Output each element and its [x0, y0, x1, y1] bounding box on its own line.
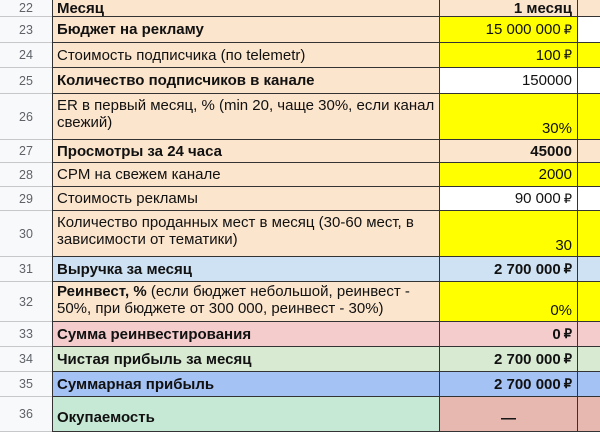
cell-value[interactable]	[440, 282, 578, 322]
value-text: 150000	[521, 72, 572, 89]
table-row	[0, 211, 600, 257]
table-row	[0, 0, 600, 17]
row-header[interactable]: 26	[0, 94, 52, 140]
label-text: Стоимость рекламы	[57, 190, 198, 207]
ruble-icon: ₽	[563, 376, 572, 391]
cell-value[interactable]	[440, 372, 578, 397]
ruble-icon: ₽	[563, 261, 572, 276]
cell-label[interactable]	[52, 163, 440, 187]
label-text: Месяц	[57, 0, 104, 17]
row-header[interactable]: 33	[0, 322, 52, 347]
table-row	[0, 282, 600, 322]
value-text: 2000	[538, 166, 572, 183]
cell-value[interactable]	[440, 140, 578, 163]
table-row	[0, 347, 600, 372]
cell-extra[interactable]	[578, 43, 600, 68]
cell-value[interactable]	[440, 187, 578, 211]
ruble-icon: ₽	[563, 47, 572, 62]
value-text: 15 000 000	[485, 21, 561, 38]
cell-extra[interactable]	[578, 187, 600, 211]
table-row	[0, 397, 600, 432]
ruble-icon: ₽	[563, 21, 572, 37]
row-header[interactable]: 36	[0, 397, 52, 432]
cell-label[interactable]	[52, 68, 440, 94]
label-text: Чистая прибыль за месяц	[57, 350, 252, 368]
cell-value[interactable]	[440, 322, 578, 347]
row-header[interactable]: 22	[0, 0, 52, 17]
row-header[interactable]: 23	[0, 17, 52, 43]
cell-label[interactable]	[52, 257, 440, 282]
cell-extra[interactable]	[578, 0, 600, 17]
table-row	[0, 43, 600, 68]
table-row	[0, 140, 600, 163]
row-header[interactable]: 29	[0, 187, 52, 211]
table-row	[0, 372, 600, 397]
value-text: 30%	[541, 120, 572, 137]
label-text: CPM на свежем канале	[57, 166, 221, 183]
cell-label[interactable]	[52, 140, 440, 163]
ruble-icon: ₽	[563, 351, 572, 366]
label-note-text: (если бюджет небольшой, реинвест - 50%, при бюджете от 300 000, реинвест - 30%)	[57, 283, 410, 317]
row-header[interactable]: 24	[0, 43, 52, 68]
cell-value[interactable]	[440, 0, 578, 17]
table-row	[0, 257, 600, 282]
label-text: Окупаемость	[57, 409, 155, 426]
label-text: Просмотры за 24 часа	[57, 142, 222, 160]
label-text: Суммарная прибыль	[57, 375, 215, 393]
cell-extra[interactable]	[578, 94, 600, 140]
label-text: Выручка за месяц	[57, 260, 192, 278]
value-text: 2 700 000	[493, 350, 561, 368]
value-text: 0	[552, 325, 561, 343]
value-text: 100	[535, 46, 561, 64]
row-header[interactable]: 28	[0, 163, 52, 187]
cell-label[interactable]	[52, 17, 440, 43]
cell-label[interactable]	[52, 211, 440, 257]
cell-extra[interactable]	[578, 257, 600, 282]
label-text: Бюджет на рекламу	[57, 21, 204, 38]
cell-label[interactable]	[52, 94, 440, 140]
row-header[interactable]: 25	[0, 68, 52, 94]
cell-extra[interactable]	[578, 282, 600, 322]
cell-value[interactable]	[440, 347, 578, 372]
table-row	[0, 163, 600, 187]
cell-label[interactable]	[52, 282, 440, 322]
ruble-icon: ₽	[563, 326, 572, 341]
label-text	[57, 283, 435, 317]
value-text: 30	[555, 237, 572, 254]
cell-label[interactable]	[52, 372, 440, 397]
value-text: 90 000	[514, 190, 561, 207]
table-row	[0, 187, 600, 211]
row-header[interactable]: 32	[0, 282, 52, 322]
value-text: 0%	[550, 302, 572, 319]
value-text: 2 700 000	[493, 375, 561, 393]
value-text: 45000	[530, 142, 572, 160]
cell-label[interactable]	[52, 347, 440, 372]
cell-label[interactable]	[52, 43, 440, 68]
cell-value[interactable]	[440, 211, 578, 257]
row-header[interactable]: 34	[0, 347, 52, 372]
cell-value[interactable]	[440, 43, 578, 68]
cell-extra[interactable]	[578, 397, 600, 432]
cell-extra[interactable]	[578, 140, 600, 163]
row-header[interactable]: 27	[0, 140, 52, 163]
value-text: —	[501, 410, 516, 427]
ruble-icon: ₽	[563, 190, 572, 206]
cell-value[interactable]	[440, 257, 578, 282]
label-text: Сумма реинвестирования	[57, 325, 252, 343]
table-row	[0, 94, 600, 140]
cell-extra[interactable]	[578, 322, 600, 347]
cell-extra[interactable]	[578, 347, 600, 372]
label-text: Количество подписчиков в канале	[57, 72, 315, 89]
row-header[interactable]: 35	[0, 372, 52, 397]
row-header[interactable]: 30	[0, 211, 52, 257]
label-bold-text: Реинвест, %	[57, 283, 147, 300]
cell-extra[interactable]	[578, 68, 600, 94]
cell-value[interactable]	[440, 94, 578, 140]
cell-value[interactable]	[440, 397, 578, 432]
cell-label[interactable]	[52, 187, 440, 211]
row-header[interactable]: 31	[0, 257, 52, 282]
cell-extra[interactable]	[578, 163, 600, 187]
label-text: Количество проданных мест в месяц (30-60 мест, в зависимости от тематики)	[57, 214, 414, 248]
value-text: 1 месяц	[513, 0, 572, 17]
cell-value[interactable]	[440, 17, 578, 43]
cell-value[interactable]	[440, 163, 578, 187]
cell-label[interactable]	[52, 397, 440, 432]
value-text: 2 700 000	[493, 260, 561, 278]
table-row	[0, 322, 600, 347]
table-row	[0, 17, 600, 43]
table-row	[0, 68, 600, 94]
label-text: Стоимость подписчика (по telemetr)	[57, 46, 306, 64]
cell-extra[interactable]	[578, 17, 600, 43]
cell-value[interactable]	[440, 68, 578, 94]
cell-label[interactable]	[52, 322, 440, 347]
cell-extra[interactable]	[578, 372, 600, 397]
label-text: ER в первый месяц, % (min 20, чаще 30%, если канал свежий)	[57, 97, 435, 131]
cell-label[interactable]	[52, 0, 440, 17]
cell-extra[interactable]	[578, 211, 600, 257]
